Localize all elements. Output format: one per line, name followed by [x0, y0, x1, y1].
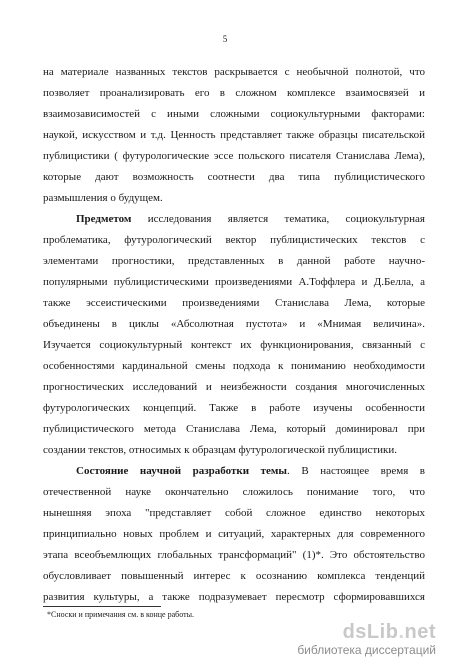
line-text: наукой, искусством и т.д. Ценность представляет также образцы писательской	[43, 129, 425, 141]
text-line	[43, 440, 425, 461]
text-line	[43, 524, 425, 545]
line-text: также эссеистическими произведениями Станислава Лема, которые	[43, 297, 425, 309]
text-line	[43, 104, 425, 125]
line-text: принципиально новых проблем и ситуаций, характерных для современного	[43, 528, 425, 540]
line-text: популярными публицистическими произведениями А.Тоффлера и Д.Белла, а	[43, 276, 425, 288]
text-line	[43, 251, 425, 272]
text-line	[43, 482, 425, 503]
page-number: 5	[222, 34, 228, 44]
text-line	[43, 587, 425, 608]
text-line	[43, 230, 425, 251]
footnote: *Сноски и примечания см. в конце работы.	[47, 610, 194, 619]
line-text: этапа всеобъемлющих глобальных трансформаций" (1)*. Это обстоятельство	[43, 549, 425, 561]
section-term: Предметом	[76, 213, 132, 225]
line-text: нынешняя эпоха "представляет собой сложное единство некоторых	[43, 507, 425, 519]
text-line	[43, 503, 425, 524]
text-line	[43, 398, 425, 419]
line-text: взаимозависимостей с иными сложными социокультурными факторами:	[43, 108, 425, 120]
line-text: публицистики ( футурологические эссе польского писателя Станислава Лема),	[43, 150, 425, 162]
line-text: прогностических исследований и неизбежности создания многочисленных	[43, 381, 425, 393]
text-line	[43, 272, 425, 293]
section-term: Состояние научной разработки темы	[76, 465, 288, 477]
paragraph-first-line	[43, 209, 425, 230]
text-line	[43, 356, 425, 377]
text-line	[43, 125, 425, 146]
watermark-subtitle: библиотека диссертаций	[297, 643, 436, 657]
text-line	[43, 545, 425, 566]
line-text: создании текстов, относимых к образцам футурологической публицистики.	[43, 444, 398, 456]
body-text	[43, 62, 425, 608]
line-text: футурологических концепций. Также в работе изучены особенности	[43, 402, 425, 414]
line-text: на материале названных текстов раскрывается с необычной полнотой, что	[43, 66, 425, 78]
line-text: исследования является тематика, социокультурная	[131, 213, 425, 225]
line-text: особенностями кардинальной смены подхода к пониманию необходимости	[43, 360, 425, 372]
text-line	[43, 335, 425, 356]
line-text: . В настоящее время в	[287, 465, 425, 477]
line-text: проблематика, футурологический вектор публицистических текстов с	[43, 234, 425, 246]
line-text: обусловливает повышенный интерес к осознанию комплекса тенденций	[43, 570, 425, 582]
text-line	[43, 293, 425, 314]
line-text: размышления о будущем.	[43, 192, 163, 204]
text-line	[43, 419, 425, 440]
text-line	[43, 566, 425, 587]
line-text: развития культуры, а также подразумевает пересмотр сформировавшихся	[43, 591, 425, 603]
paragraph-first-line	[43, 461, 425, 482]
text-line	[43, 167, 425, 188]
watermark-logo: dsLib.net	[342, 621, 436, 643]
text-line	[43, 314, 425, 335]
text-line	[43, 83, 425, 104]
line-text: элементами прогностики, представленных в данной работе научно-	[43, 255, 425, 267]
text-line	[43, 377, 425, 398]
line-text: которые дают возможность соотнести два типа публицистического	[43, 171, 425, 183]
text-line	[43, 146, 425, 167]
line-text: объединены в циклы «Абсолютная пустота» и «Мнимая величина».	[43, 318, 425, 330]
line-text: Изучается социокультурный контекст их функционирования, связанный с	[43, 339, 425, 351]
footnote-divider	[43, 606, 161, 607]
line-text: отечественной науке окончательно сложилось понимание того, что	[43, 486, 425, 498]
text-line	[43, 188, 425, 209]
line-text: публицистического метода Станислава Лема, который доминировал при	[43, 423, 425, 435]
watermark	[297, 621, 436, 657]
text-line	[43, 62, 425, 83]
line-text: позволяет проанализировать его в сложном комплексе взаимосвязей и	[43, 87, 425, 99]
